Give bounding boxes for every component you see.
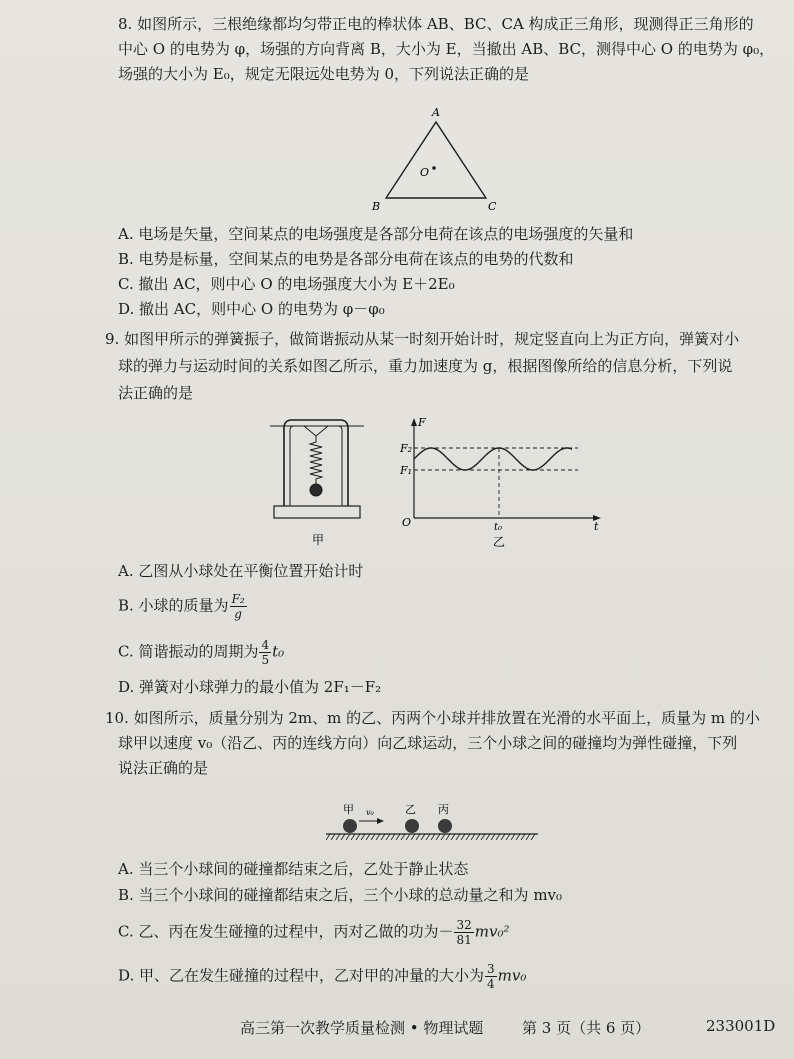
vertex-a-label: A (432, 106, 440, 119)
q9-option-c-fraction (259, 638, 271, 667)
ball-jia (343, 819, 357, 833)
hatch-mark (401, 834, 405, 840)
q9-option-b-text: B. 小球的质量为 (118, 596, 229, 615)
q10-option-b: B. 当三个小球间的碰撞都结束之后，三个小球的总动量之和为 mv₀ (118, 886, 563, 904)
hatch-mark (426, 834, 430, 840)
fraction-numerator: 3 (487, 962, 495, 976)
q10-option-c-suffix: mv₀² (474, 922, 510, 941)
q8-stem-line-1: 8. 如图所示，三根绝缘都均匀带正电的棒状体 AB、BC、CA 构成正三角形，现测得正三角形的 (118, 15, 754, 33)
t-axis-label: t (594, 520, 599, 533)
q10-option-a: A. 当三个小球间的碰撞都结束之后，乙处于静止状态 (118, 860, 469, 878)
hatch-mark (491, 834, 495, 840)
hatch-mark (326, 834, 330, 840)
q10-option-c-fraction (454, 918, 473, 947)
footer-title: 高三第一次教学质量检测 • 物理试题 (240, 1019, 484, 1037)
ball (310, 484, 322, 496)
triangle-shape (386, 122, 486, 198)
figure-yi-caption: 乙 (493, 535, 506, 549)
hatch-mark (376, 834, 380, 840)
q9-stem-line-3: 法正确的是 (118, 384, 194, 402)
q9-option-b (118, 592, 248, 621)
q9-option-b-fraction (230, 592, 247, 621)
hatch-mark (371, 834, 375, 840)
hatch-mark (496, 834, 500, 840)
base (274, 506, 360, 518)
vertex-b-label: B (372, 200, 381, 213)
hatch-mark (356, 834, 360, 840)
sine-wave (414, 448, 572, 470)
q9-option-c-text: C. 简谐振动的周期为 (118, 642, 259, 661)
hatch-mark (466, 834, 470, 840)
hatch-mark (471, 834, 475, 840)
hatch-mark (436, 834, 440, 840)
q9-force-time-graph (398, 412, 608, 550)
hatch-mark (341, 834, 345, 840)
fraction-numerator: 32 (456, 918, 472, 932)
center-o-label: O (420, 166, 430, 179)
hatch-mark (366, 834, 370, 840)
hatch-mark (396, 834, 400, 840)
hatch-mark (381, 834, 385, 840)
q10-stem-line-2: 球甲以速度 v₀（沿乙、丙的连线方向）向乙球运动，三个小球之间的碰撞均为弹性碰撞，下列 (118, 734, 738, 752)
hatch-mark (531, 834, 535, 840)
spring-coil (310, 436, 322, 484)
fraction-denominator: 5 (261, 653, 270, 667)
q9-option-c (118, 638, 284, 667)
hatch-mark (476, 834, 480, 840)
q10-option-c (118, 918, 510, 947)
t0-label: t₀ (494, 522, 503, 533)
ball-jia-label: 甲 (343, 803, 354, 816)
fraction-denominator: g (234, 607, 242, 621)
q9-stem-line-2: 球的弹力与运动时间的关系如图乙所示，重力加速度为 g，根据图像所给的信息分析，下列说 (118, 357, 733, 375)
hatch-mark (456, 834, 460, 840)
hatch-mark (481, 834, 485, 840)
q8-stem-line-2: 中心 O 的电势为 φ，场强的方向背离 B，大小为 E，当撤出 AB、BC，测得中心 O 的电势为 φ₀， (118, 40, 775, 58)
hatch-mark (486, 834, 490, 840)
velocity-arrowhead (377, 818, 384, 824)
hatch-mark (446, 834, 450, 840)
center-point (432, 166, 436, 170)
hatch-mark (516, 834, 520, 840)
spring-hanger (304, 426, 328, 436)
hatch-mark (361, 834, 365, 840)
q10-stem-line-1: 10. 如图所示，质量分别为 2m、m 的乙、丙两个小球并排放置在光滑的水平面上，质量为 m 的小 (105, 709, 760, 727)
fraction-denominator: 4 (487, 977, 495, 991)
fraction-numerator: 4 (261, 638, 270, 652)
velocity-label: v₀ (366, 808, 374, 817)
figure-jia-caption: 甲 (312, 533, 325, 547)
ground-hatching (326, 834, 535, 840)
q8-option-d: D. 撤出 AC，则中心 O 的电势为 φ－φ₀ (118, 300, 385, 318)
ball-bing (438, 819, 452, 833)
f1-label: F₁ (400, 464, 413, 477)
q9-stem-line-1: 9. 如图甲所示的弹簧振子，做简谐振动从某一时刻开始计时，规定竖直向上为正方向，弹簧对小 (105, 330, 740, 348)
q10-option-d (118, 962, 526, 991)
hatch-mark (461, 834, 465, 840)
hatch-mark (346, 834, 350, 840)
q8-triangle-figure (366, 100, 506, 218)
q9-option-c-suffix: t₀ (272, 642, 285, 661)
hatch-mark (406, 834, 410, 840)
hatch-mark (386, 834, 390, 840)
hatch-mark (501, 834, 505, 840)
q10-option-d-text: D. 甲、乙在发生碰撞的过程中，乙对甲的冲量的大小为 (118, 966, 485, 985)
q8-option-a: A. 电场是矢量，空间某点的电场强度是各部分电荷在该点的电场强度的矢量和 (118, 225, 634, 243)
hatch-mark (391, 834, 395, 840)
ball-yi-label: 乙 (405, 803, 416, 816)
q8-stem-line-3: 场强的大小为 E₀，规定无限远处电势为 0，下列说法正确的是 (118, 65, 530, 83)
hatch-mark (521, 834, 525, 840)
origin-label: O (402, 516, 412, 529)
fraction-numerator: F₂ (231, 592, 245, 606)
hatch-mark (451, 834, 455, 840)
q8-option-c: C. 撤出 AC，则中心 O 的电场强度大小为 E＋2E₀ (118, 275, 455, 293)
q10-option-d-fraction (485, 962, 497, 991)
hatch-mark (526, 834, 530, 840)
hatch-mark (441, 834, 445, 840)
f-axis-label: F (418, 416, 426, 429)
q10-option-d-suffix: mv₀ (497, 966, 527, 985)
footer-code: 233001D (706, 1017, 776, 1035)
q9-option-a: A. 乙图从小球处在平衡位置开始计时 (118, 562, 364, 580)
fraction-denominator: 81 (456, 933, 472, 947)
ball-yi (405, 819, 419, 833)
hatch-mark (431, 834, 435, 840)
hatch-mark (416, 834, 420, 840)
q8-option-b: B. 电势是标量，空间某点的电势是各部分电荷在该点的电势的代数和 (118, 250, 574, 268)
vertex-c-label: C (488, 200, 497, 213)
q9-spring-oscillator-figure (270, 410, 370, 550)
footer-page-number: 第 3 页（共 6 页） (522, 1019, 651, 1037)
hatch-mark (336, 834, 340, 840)
hatch-mark (331, 834, 335, 840)
hatch-mark (506, 834, 510, 840)
q10-stem-line-3: 说法正确的是 (118, 759, 209, 777)
hatch-mark (511, 834, 515, 840)
q9-option-d: D. 弹簧对小球弹力的最小值为 2F₁－F₂ (118, 678, 382, 696)
ball-bing-label: 丙 (438, 803, 449, 816)
hatch-mark (411, 834, 415, 840)
f2-label: F₂ (400, 442, 413, 455)
hatch-mark (421, 834, 425, 840)
f-axis-arrow (411, 418, 417, 426)
hatch-mark (351, 834, 355, 840)
q10-balls-figure (326, 800, 540, 846)
q10-option-c-text: C. 乙、丙在发生碰撞的过程中，丙对乙做的功为－ (118, 922, 454, 941)
